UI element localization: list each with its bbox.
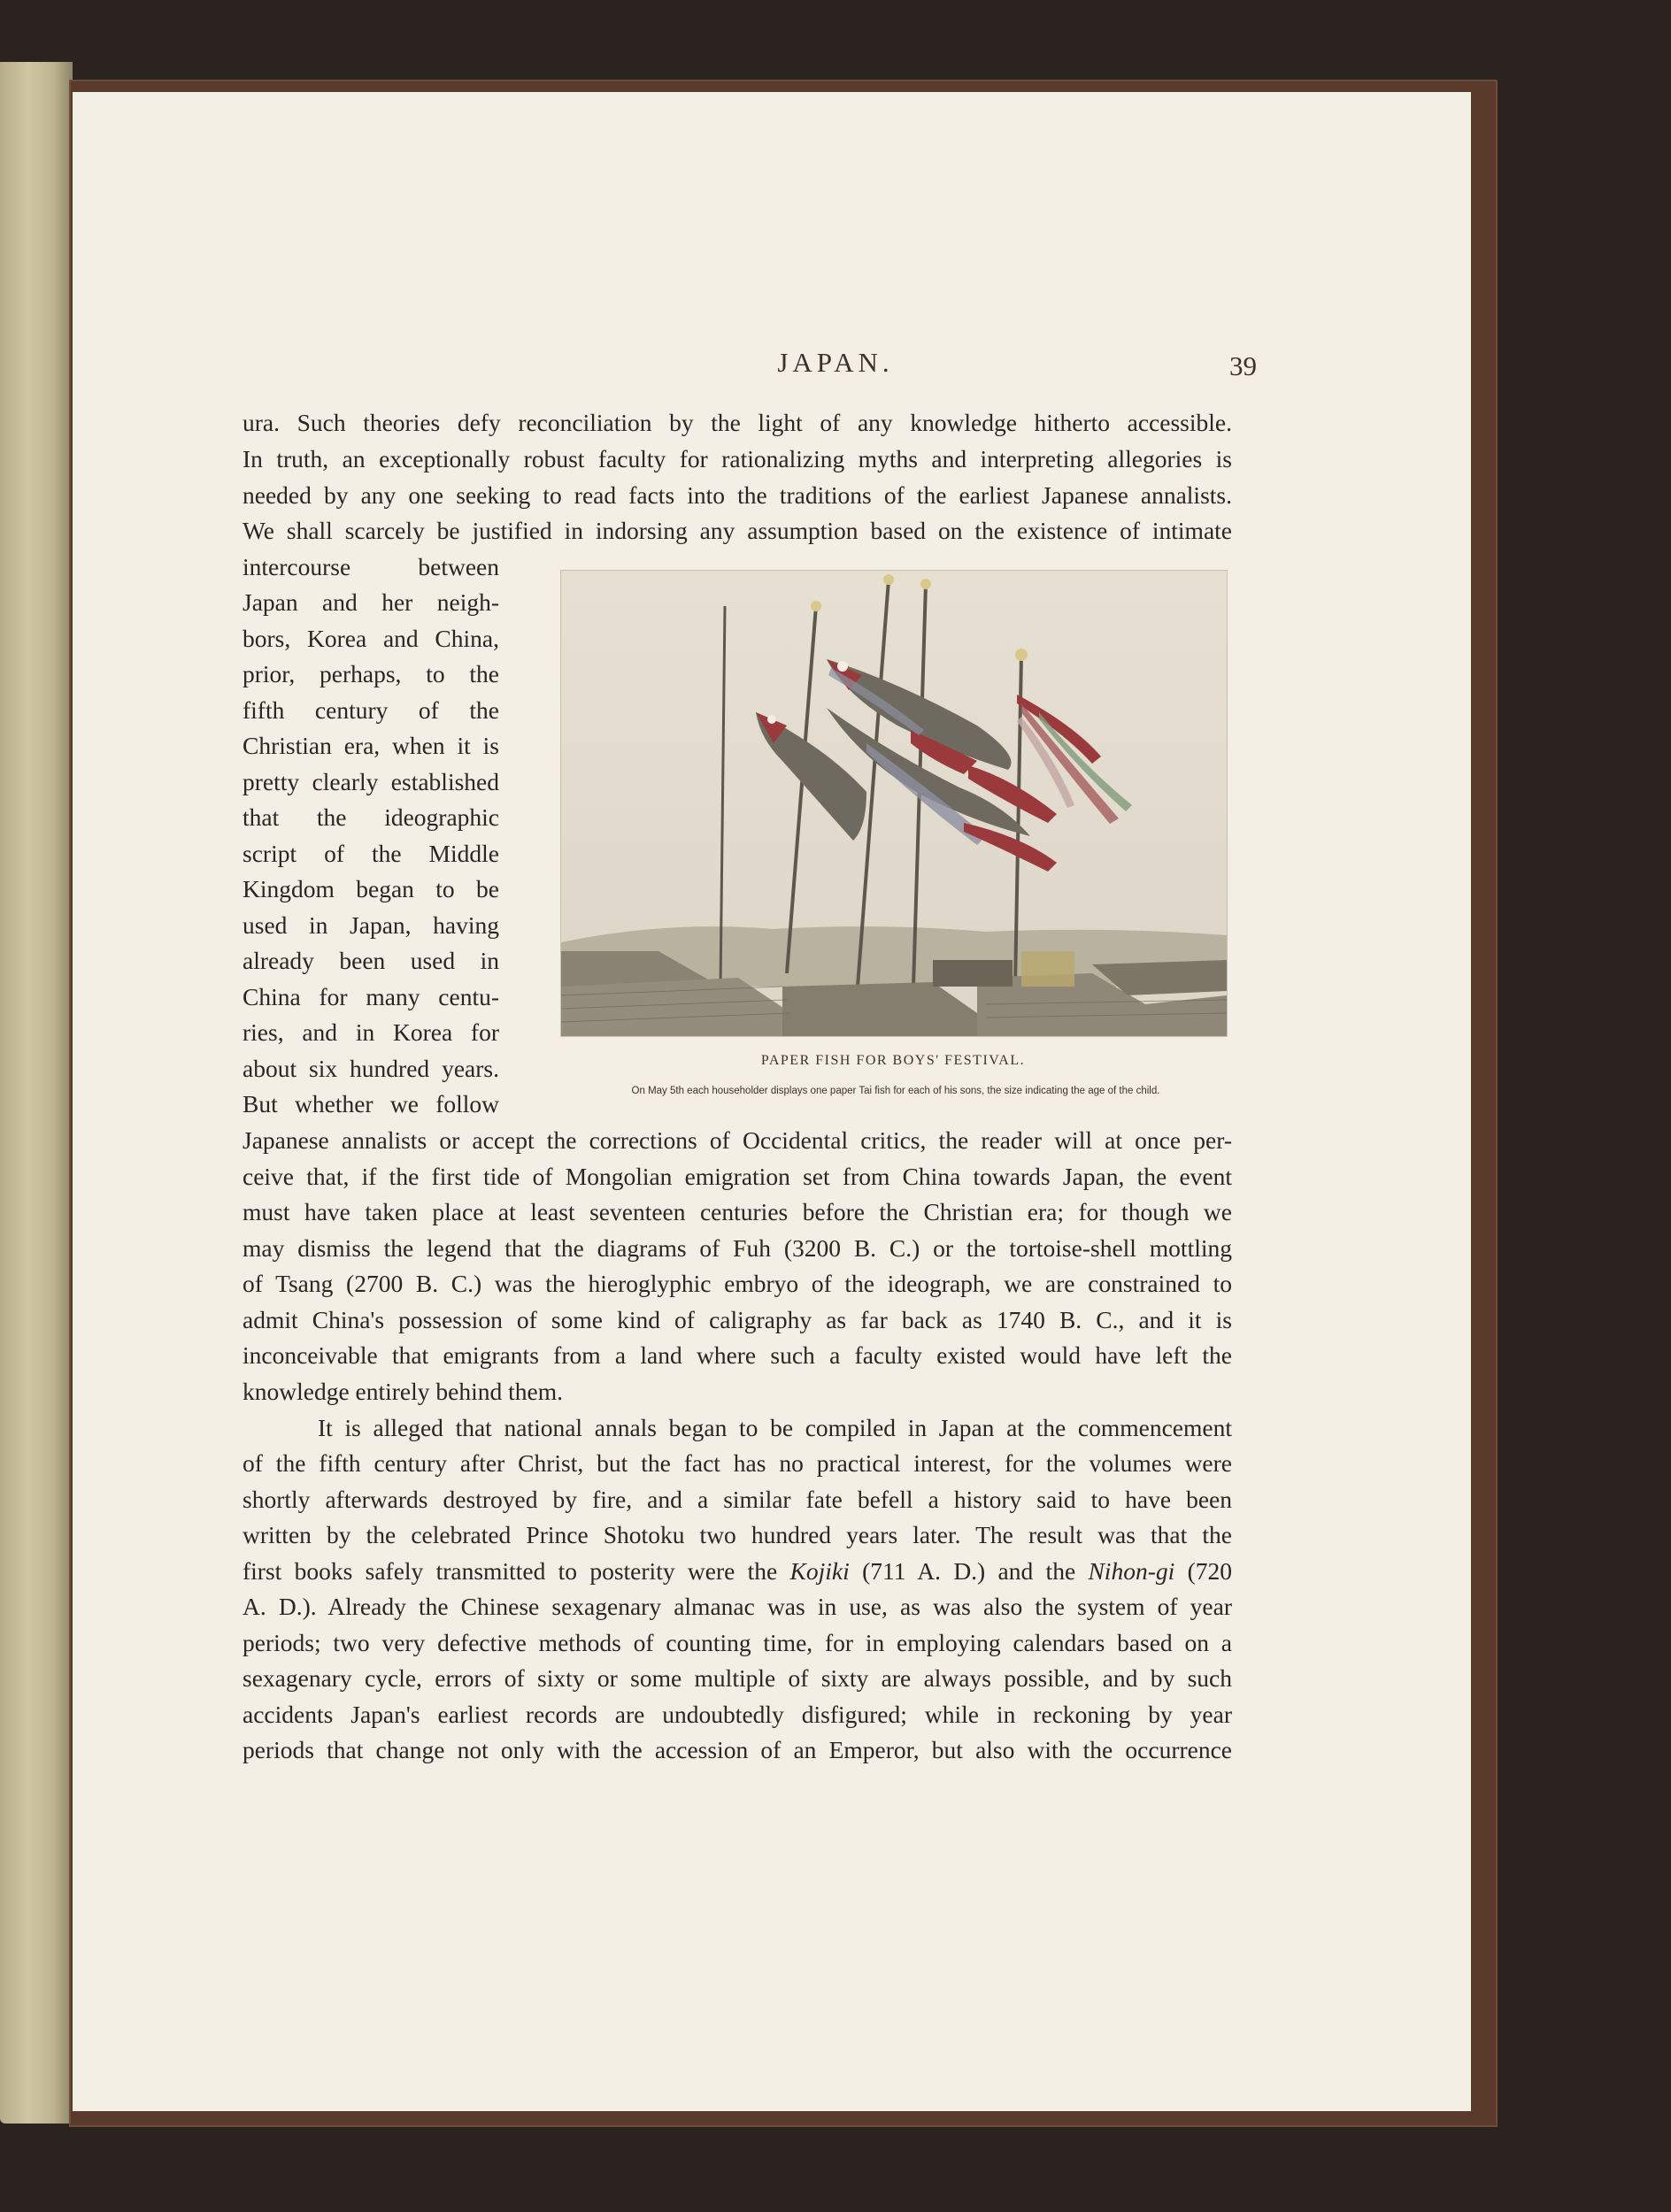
text-line: China for many centu-	[243, 983, 499, 1010]
text-line: fifth century of the	[243, 696, 499, 724]
text-line: Christian era, when it is	[243, 732, 499, 759]
text-line: already been used in	[243, 947, 499, 974]
text-line: accidents Japan's earliest records are undoubtedly disfigured; while in reckoning by year	[243, 1701, 1232, 1728]
text-line: needed by any one seeking to read facts into the traditions of the earliest Japanese annalists.	[243, 481, 1232, 509]
running-head: JAPAN.	[777, 347, 894, 378]
figure-caption-text: On May 5th each householder displays one paper Tai fish for each of his sons, the size indicating the age of the child.	[631, 1086, 1160, 1096]
text-line: We shall scarcely be justified in indorsing any assumption based on the existence of intimate	[243, 517, 1232, 544]
text-line: periods; two very defective methods of counting time, for in employing calendars based on a	[243, 1629, 1232, 1656]
text-span: first books safely transmitted to posterity were the	[243, 1557, 790, 1585]
text-line: ceive that, if the first tide of Mongolian emigration set from China towards Japan, the event	[243, 1163, 1232, 1190]
text-line: intercourse between	[243, 553, 499, 580]
title-kojiki: Kojiki	[789, 1557, 850, 1585]
text-line: about six hundred years.	[243, 1055, 499, 1082]
photograph-paper-fish	[560, 570, 1228, 1037]
text-line: that the ideographic	[243, 803, 499, 831]
text-line: It is alleged that national annals began to be compiled in Japan at the commencement	[318, 1414, 1232, 1441]
text-line: knowledge entirely behind them.	[243, 1378, 563, 1405]
text-line: Kingdom began to be	[243, 875, 499, 902]
text-line: shortly afterwards destroyed by fire, and a similar fate befell a history said to have been	[243, 1486, 1232, 1513]
text-line: ries, and in Korea for	[243, 1018, 499, 1046]
text-line: written by the celebrated Prince Shotoku two hundred years later. The result was that the	[243, 1521, 1232, 1548]
text-line: of Tsang (2700 B. C.) was the hieroglyphic embryo of the ideograph, we are constrained to	[243, 1270, 1232, 1297]
photograph-illustration	[561, 571, 1227, 1036]
text-line: used in Japan, having	[243, 911, 499, 939]
text-line: pretty clearly established	[243, 768, 499, 795]
text-line-with-titles	[243, 1554, 1232, 1589]
text-line: inconceivable that emigrants from a land where such a faculty existed would have left the	[243, 1341, 1232, 1369]
text-line: script of the Middle	[243, 840, 499, 867]
text-span: (711 A. D.) and the	[849, 1557, 1089, 1585]
text-line: But whether we follow	[243, 1090, 499, 1118]
text-line: Japan and her neigh-	[243, 588, 499, 616]
title-nihon-gi: Nihon-gi	[1088, 1557, 1175, 1585]
figure-caption-title: PAPER FISH FOR BOYS' FESTIVAL.	[760, 1053, 1026, 1068]
text-line: ura. Such theories defy reconciliation by the light of any knowledge hitherto accessible.	[243, 409, 1232, 436]
text-line: admit China's possession of some kind of caligraphy as far back as 1740 B. C., and it is	[243, 1306, 1232, 1333]
text-line: prior, perhaps, to the	[243, 660, 499, 687]
text-line: A. D.). Already the Chinese sexagenary almanac was in use, as was also the system of year	[243, 1593, 1232, 1620]
page-number: 39	[1229, 350, 1257, 381]
text-line: of the fifth century after Christ, but the fact has no practical interest, for the volumes were	[243, 1449, 1232, 1477]
text-line: must have taken place at least seventeen centuries before the Christian era; for though we	[243, 1198, 1232, 1225]
text-line: may dismiss the legend that the diagrams of Fuh (3200 B. C.) or the tortoise-shell mottling	[243, 1234, 1232, 1262]
text-span: (720	[1174, 1557, 1232, 1585]
text-line: sexagenary cycle, errors of sixty or some multiple of sixty are always possible, and by such	[243, 1664, 1232, 1692]
text-line: In truth, an exceptionally robust faculty for rationalizing myths and interpreting allegories is	[243, 445, 1232, 472]
text-line: periods that change not only with the accession of an Emperor, but also with the occurrence	[243, 1736, 1232, 1763]
text-line: bors, Korea and China,	[243, 625, 499, 652]
text-line: Japanese annalists or accept the corrections of Occidental critics, the reader will at once per-	[243, 1126, 1232, 1154]
